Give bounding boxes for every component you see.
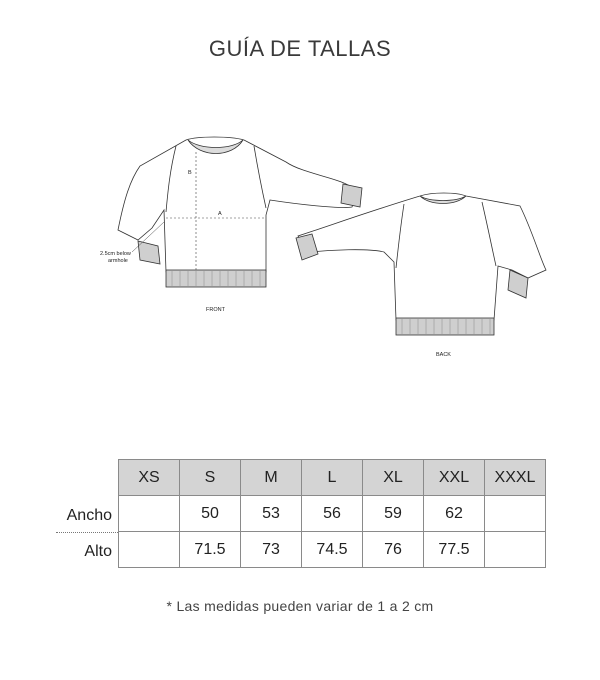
table-cell: 76 — [363, 532, 424, 568]
row-label-alto: Alto — [84, 543, 112, 560]
size-header-cell: XS — [119, 460, 180, 496]
table-cell: 74.5 — [302, 532, 363, 568]
table-cell: 62 — [424, 496, 485, 532]
size-table — [118, 459, 546, 568]
size-header-row — [119, 460, 546, 496]
table-cell: 50 — [180, 496, 241, 532]
table-cell — [119, 532, 180, 568]
table-cell — [485, 532, 546, 568]
table-row — [119, 496, 546, 532]
size-header-cell: M — [241, 460, 302, 496]
table-cell — [485, 496, 546, 532]
table-cell: 71.5 — [180, 532, 241, 568]
measure-b-label: B — [188, 170, 192, 176]
back-sweatshirt-drawing — [296, 193, 546, 335]
sweatshirt-illustration — [0, 110, 600, 380]
armhole-note-line1: 2.5cm below — [100, 251, 131, 257]
size-header-cell: S — [180, 460, 241, 496]
table-cell: 73 — [241, 532, 302, 568]
size-header-cell: L — [302, 460, 363, 496]
measure-a-label: A — [218, 211, 222, 217]
table-row — [119, 532, 546, 568]
front-caption: FRONT — [206, 307, 225, 313]
size-header-cell: XL — [363, 460, 424, 496]
measurement-note: * Las medidas pueden variar de 1 a 2 cm — [166, 598, 434, 614]
table-cell: 59 — [363, 496, 424, 532]
size-header-cell: XXXL — [485, 460, 546, 496]
table-cell: 56 — [302, 496, 363, 532]
table-cell: 77.5 — [424, 532, 485, 568]
back-caption: BACK — [436, 352, 451, 358]
armhole-note-line2: armhole — [108, 258, 128, 264]
row-label-ancho: Ancho — [66, 507, 112, 524]
table-cell — [119, 496, 180, 532]
table-cell: 53 — [241, 496, 302, 532]
front-sweatshirt-drawing — [118, 137, 362, 287]
page-title: GUÍA DE TALLAS — [208, 36, 392, 61]
size-header-cell: XXL — [424, 460, 485, 496]
row-divider — [56, 532, 118, 533]
